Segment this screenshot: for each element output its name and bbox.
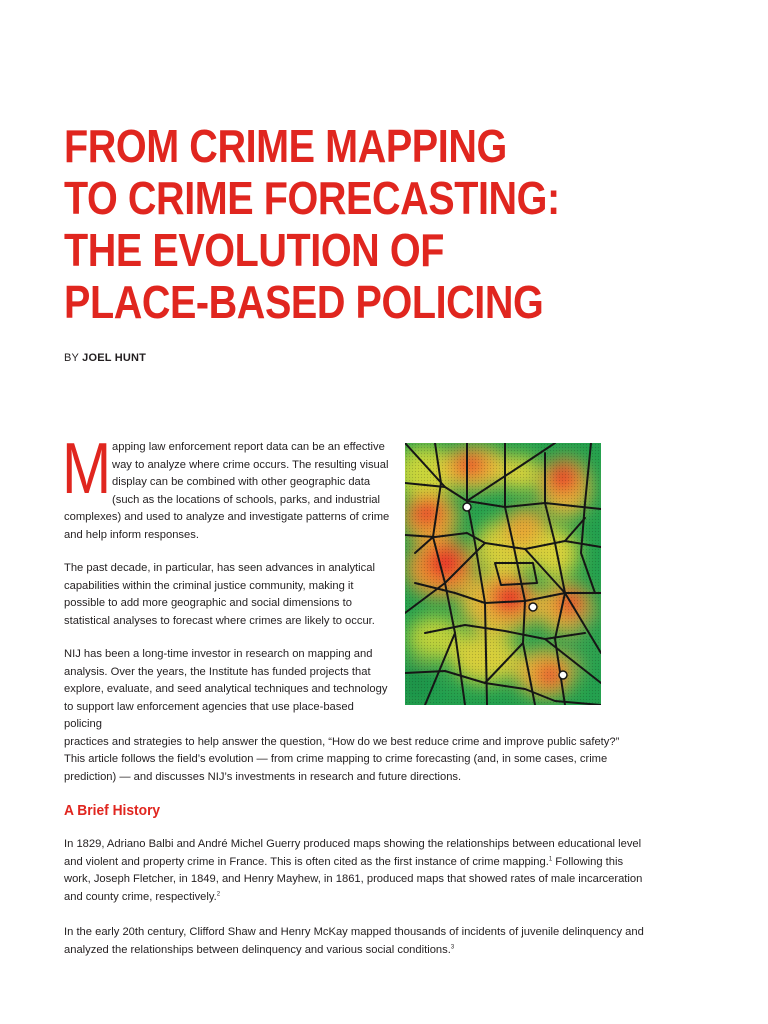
section-heading-brief-history: A Brief History [64,802,161,819]
footnote-ref-1: 1 [548,855,553,862]
title-line-1: FROM CRIME MAPPING [64,120,507,172]
footnote-ref-2: 2 [216,891,221,898]
intro-text: apping law enforcement report data can be an effective way to analyze where crime occurs. The resulting visual display can be combined with other geographic data (such as the locations of schools, parks, and industrial complexes) and used to analyze and investigate patterns of crime and help inform responses. [64,441,390,541]
byline [64,352,146,364]
footnote-ref-3: 3 [450,943,455,950]
intro-paragraph [62,429,400,545]
paragraph-nij-investor-part1: NIJ has been a long-time investor in research on mapping and analysis. Over the years, the Institute has funded projects that explore, evaluate, and seed analytical techniques and technology to support law enforcement agencies that use place-based policing [64,648,388,731]
history-text-b: Following this work, Joseph Fletcher, in 1849, and Henry Mayhew, in 1861, produced maps that showed rates of male incarceration and county crime, respectively. [64,855,643,903]
paragraph-nij-investor [64,646,724,752]
paragraph-nij-investor-part2: practices and strategies to help answer the question, “How do we best reduce crime and improve public safety?” [64,735,620,748]
paragraph-article-overview: This article follows the field’s evolution — from crime mapping to crime forecasting (and, in some cases, crime prediction) — and discusses NIJ’s investments in research and future directions. [64,753,608,783]
title-line-3: THE EVOLUTION OF [64,224,444,276]
paragraph-history-1829 [64,836,644,906]
paragraph-past-decade: The past decade, in particular, has seen advances in analytical capabilities within the criminal justice community, making it possible to add more geographic and social dimensions to statistical analyses to forecast where crimes are likely to occur. [64,562,375,627]
history-20th-text: In the early 20th century, Clifford Shaw and Henry McKay mapped thousands of incidents of juvenile delinquency and analyzed the relationships between delinquency and various social conditions. [64,926,644,956]
drop-cap: M [62,429,112,509]
paragraph-history-20th-century [64,924,644,959]
article-title [64,120,632,328]
author-name: JOEL HUNT [82,352,147,364]
history-text-a: In 1829, Adriano Balbi and André Michel Guerry produced maps showing the relationships between educational level and violent and property crime in France. This is often cited as the first instance of crime mapping. [64,838,642,868]
byline-prefix: BY [64,352,79,364]
title-line-4: PLACE-BASED POLICING [64,276,544,328]
title-line-2: TO CRIME FORECASTING: [64,172,560,224]
